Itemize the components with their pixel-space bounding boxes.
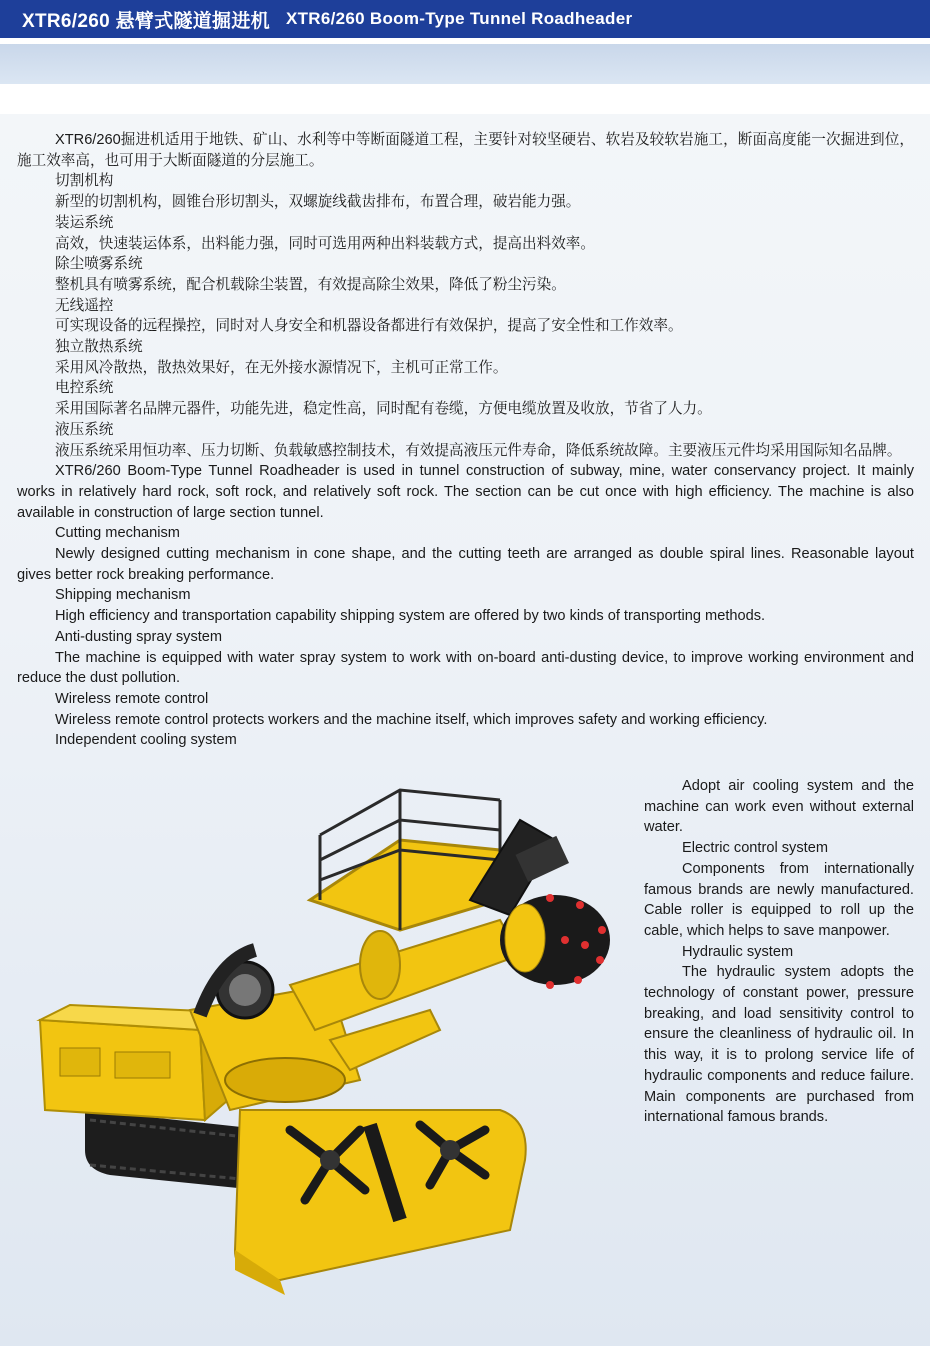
platform-railing — [310, 790, 500, 930]
en-intro: XTR6/260 Boom-Type Tunnel Roadheader is used in tunnel construction of subway, mine, water conservancy project. It mainly works in relatively hard rock, soft rock, and relatively soft rock. The section can be cut once with high efficiency. The machine is also available in construction of large section tunnel. — [17, 463, 914, 521]
en-hydraulic-title: Hydraulic system — [682, 943, 794, 960]
cn-section-body: 可实现设备的远程操控，同时对人身安全和机器设备都进行有效保护，提高了安全性和工作效率。 — [55, 318, 683, 335]
en-cutting-title: Cutting mechanism — [55, 525, 180, 542]
cn-section-body: 整机具有喷雾系统，配合机载除尘装置，有效提高除尘效果，降低了粉尘污染。 — [55, 276, 566, 293]
en-cutting-body: Newly designed cutting mechanism in cone shape, and the cutting teeth are arranged as double spiral lines. Reasonable layout gives better rock breaking performance. — [17, 546, 914, 583]
cn-section-body: 采用国际著名品牌元器件，功能先进，稳定性高，同时配有卷缆，方便电缆放置及收放，节省了人力。 — [55, 401, 712, 418]
roadheader-machine-illustration — [30, 780, 630, 1300]
en-hydraulic-body: The hydraulic system adopts the technology of constant power, pressure breaking, and load sensitivity control to ensure the cleanliness of hydraulic oil. In this way, it is to prolong service life of hydraulic components and reduce failure. Main components are purchased from international famous brands. — [644, 964, 914, 1126]
cn-section-body: 液压系统采用恒功率、压力切断、负载敏感控制技术，有效提高液压元件寿命，降低系统故障。主要液压元件均采用国际知名品牌。 — [55, 442, 902, 459]
cn-section-title: 装运系统 — [55, 214, 114, 231]
en-shipping-body: High efficiency and transportation capability shipping system are offered by two kinds of transporting methods. — [55, 608, 766, 625]
en-remote-title: Wireless remote control — [55, 690, 209, 707]
en-electric-title: Electric control system — [682, 840, 828, 857]
en-shipping-title: Shipping mechanism — [55, 587, 191, 604]
cn-section-title: 除尘喷雾系统 — [55, 256, 143, 273]
header-title-cn: XTR6/260 悬臂式隧道掘进机 — [22, 10, 270, 32]
en-cooling-body: Adopt air cooling system and the machine can work even without external water. — [644, 778, 914, 836]
cn-section-body: 高效，快速装运体系，出料能力强，同时可选用两种出料装载方式，提高出料效率。 — [55, 235, 595, 252]
cn-intro: XTR6/260掘进机适用于地铁、矿山、水利等中等断面隧道工程，主要针对较坚硬岩、软岩及较软岩施工，断面高度能一次掘进到位，施工效率高，也可用于大断面隧道的分层施工。 — [17, 132, 914, 169]
en-cooling-title: Independent cooling system — [55, 732, 237, 749]
side-text — [644, 776, 914, 1128]
cn-section-body: 采用风冷散热，散热效果好，在无外接水源情况下，主机可正常工作。 — [55, 359, 508, 376]
header-title-en: XTR6/260 Boom-Type Tunnel Roadheader — [285, 9, 633, 28]
cn-section-title: 独立散热系统 — [55, 339, 143, 356]
en-dust-title: Anti-dusting spray system — [55, 628, 223, 645]
cutter-head — [500, 894, 610, 989]
page-header — [0, 0, 930, 38]
loading-shovel — [235, 1110, 526, 1295]
header-subbar — [0, 44, 930, 84]
cn-section-title: 无线遥控 — [55, 297, 114, 314]
en-electric-body: Components from internationally famous brands are newly manufactured. Cable roller is equipped to roll up the cable, which helps to save manpower. — [644, 860, 914, 939]
en-dust-body: The machine is equipped with water spray system to work with on-board anti-dusting device, to improve working environment and reduce the dust pollution. — [17, 649, 914, 687]
cn-section-body: 新型的切割机构，圆锥台形切割头，双螺旋线截齿排布，布置合理，破岩能力强。 — [55, 194, 581, 211]
en-remote-body: Wireless remote control protects workers and the machine itself, which improves safety and working efficiency. — [55, 711, 768, 728]
cn-section-title: 液压系统 — [55, 421, 114, 438]
cn-section-title: 电控系统 — [55, 380, 114, 397]
main-text — [17, 130, 914, 751]
cn-section-title: 切割机构 — [55, 173, 114, 190]
